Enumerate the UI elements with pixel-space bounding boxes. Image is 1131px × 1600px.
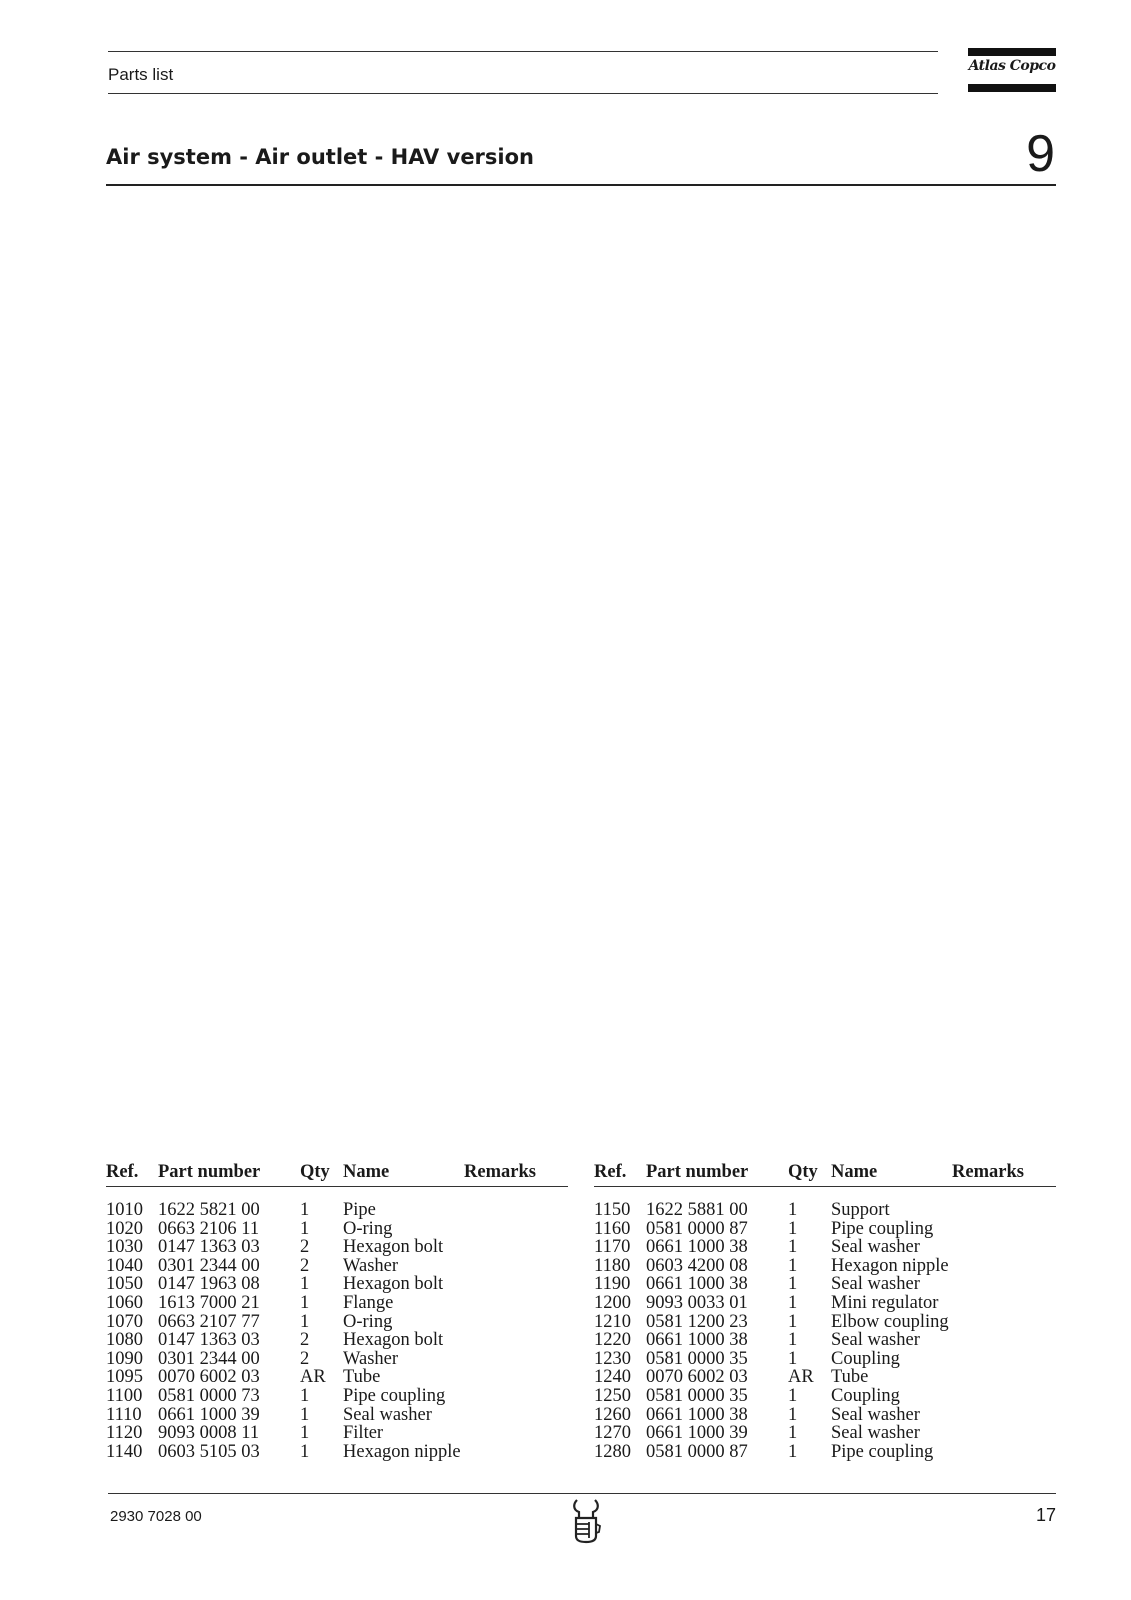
ref-cell: 1260 — [594, 1404, 631, 1425]
page-number: 17 — [1035, 1505, 1056, 1525]
qty-cell: 1 — [300, 1423, 310, 1444]
name-cell: Mini regulator — [831, 1292, 939, 1313]
col-remarks-header: Remarks — [952, 1162, 1024, 1182]
part-number-cell: 1622 5881 00 — [646, 1200, 748, 1220]
name-cell: Washer — [343, 1348, 399, 1369]
col-qty-header: Qty — [788, 1162, 818, 1182]
ref-cell: 1140 — [106, 1441, 143, 1462]
ref-cell: 1080 — [106, 1330, 143, 1351]
ref-cell: 1060 — [106, 1292, 143, 1313]
table-row — [106, 1257, 568, 1276]
col-part-number-header: Part number — [158, 1162, 261, 1182]
ref-cell: 1210 — [594, 1311, 631, 1332]
atlas-copco-logo — [968, 48, 1056, 92]
logo-text: Atlas Copco — [968, 58, 1056, 74]
ref-cell: 1270 — [594, 1423, 631, 1444]
table-row — [106, 1350, 568, 1369]
qty-cell: 1 — [788, 1292, 798, 1313]
table-row — [594, 1406, 1056, 1425]
ref-cell: 1280 — [594, 1441, 631, 1462]
part-number-cell: 0661 1000 38 — [646, 1404, 748, 1425]
qty-cell: 1 — [788, 1274, 798, 1295]
name-cell: Seal washer — [831, 1237, 920, 1258]
name-cell: Hexagon nipple — [831, 1255, 949, 1276]
part-number-cell: 0070 6002 03 — [646, 1367, 748, 1388]
table-row — [106, 1406, 568, 1425]
name-cell: Hexagon bolt — [343, 1237, 444, 1258]
name-cell: Pipe coupling — [831, 1218, 934, 1239]
name-cell: Washer — [343, 1255, 399, 1276]
part-number-cell: 0070 6002 03 — [158, 1367, 260, 1388]
table-header-rule — [594, 1186, 1056, 1187]
ref-cell: 1190 — [594, 1274, 631, 1295]
qty-cell: 1 — [788, 1255, 798, 1276]
chapter-number: 9 — [1026, 125, 1055, 183]
part-number-cell: 0147 1363 03 — [158, 1330, 260, 1351]
qty-cell: 1 — [788, 1404, 798, 1425]
col-name-header: Name — [831, 1162, 878, 1182]
ref-cell: 1070 — [106, 1311, 143, 1332]
name-cell: Elbow coupling — [831, 1311, 949, 1332]
part-number-cell: 0581 0000 87 — [646, 1218, 748, 1239]
name-cell: Pipe coupling — [831, 1441, 934, 1462]
logo-bar-top — [968, 48, 1056, 56]
qty-cell: 1 — [300, 1218, 310, 1239]
table-header-rule — [106, 1186, 568, 1187]
ref-cell: 1040 — [106, 1255, 143, 1276]
part-number-cell: 0581 0000 87 — [646, 1441, 748, 1462]
part-number-cell: 0147 1963 08 — [158, 1274, 260, 1295]
ref-cell: 1150 — [594, 1200, 631, 1220]
table-row — [106, 1313, 568, 1332]
wrench-hand-icon — [567, 1496, 605, 1544]
part-number-cell: 1622 5821 00 — [158, 1200, 260, 1220]
name-cell: Seal washer — [831, 1404, 920, 1425]
part-number-cell: 0581 0000 35 — [646, 1385, 748, 1406]
table-row — [594, 1424, 1056, 1443]
name-cell: Coupling — [831, 1385, 900, 1406]
part-number-cell: 0663 2107 77 — [158, 1311, 260, 1332]
qty-cell: 1 — [788, 1441, 798, 1462]
qty-cell: AR — [788, 1367, 814, 1388]
name-cell: Seal washer — [831, 1330, 920, 1351]
col-part-number-header: Part number — [646, 1162, 749, 1182]
page-title: Air system - Air outlet - HAV version — [106, 145, 534, 169]
table-row — [594, 1238, 1056, 1257]
table-row — [594, 1387, 1056, 1406]
qty-cell: 1 — [300, 1404, 310, 1425]
qty-cell: 1 — [788, 1348, 798, 1369]
ref-cell: 1050 — [106, 1274, 143, 1295]
col-name-header: Name — [343, 1162, 390, 1182]
qty-cell: 1 — [788, 1330, 798, 1351]
ref-cell: 1090 — [106, 1348, 143, 1369]
qty-cell: 1 — [300, 1274, 310, 1295]
header-rule-bottom — [108, 93, 938, 94]
part-number-cell: 9093 0008 11 — [158, 1423, 260, 1444]
table-row — [106, 1220, 568, 1239]
part-number-cell: 0661 1000 39 — [158, 1404, 260, 1425]
table-row — [594, 1275, 1056, 1294]
table-row — [106, 1387, 568, 1406]
qty-cell: 1 — [300, 1441, 310, 1462]
table-body — [106, 1201, 568, 1461]
part-number-cell: 0661 1000 39 — [646, 1423, 748, 1444]
part-number-cell: 0301 2344 00 — [158, 1255, 260, 1276]
footer-rule — [108, 1493, 1056, 1494]
part-number-cell: 0581 0000 35 — [646, 1348, 748, 1369]
name-cell: Seal washer — [831, 1274, 920, 1295]
ref-cell: 1030 — [106, 1237, 143, 1258]
part-number-cell: 0661 1000 38 — [646, 1237, 748, 1258]
ref-cell: 1240 — [594, 1367, 631, 1388]
table-row — [594, 1368, 1056, 1387]
table-row — [594, 1331, 1056, 1350]
table-row — [594, 1201, 1056, 1220]
name-cell: Seal washer — [831, 1423, 920, 1444]
qty-cell: 1 — [788, 1218, 798, 1239]
name-cell: Flange — [343, 1292, 394, 1313]
qty-cell: AR — [300, 1367, 326, 1388]
qty-cell: 1 — [300, 1311, 310, 1332]
qty-cell: 1 — [788, 1423, 798, 1444]
table-row — [106, 1368, 568, 1387]
name-cell: Filter — [343, 1423, 384, 1444]
logo-bar-bottom — [968, 84, 1056, 92]
table-row — [106, 1424, 568, 1443]
table-row — [106, 1238, 568, 1257]
table-row — [106, 1275, 568, 1294]
col-ref-header: Ref. — [106, 1162, 139, 1182]
part-number-cell: 0603 5105 03 — [158, 1441, 260, 1462]
table-row — [594, 1313, 1056, 1332]
qty-cell: 1 — [788, 1385, 798, 1406]
qty-cell: 2 — [300, 1330, 310, 1351]
table-row — [594, 1443, 1056, 1462]
col-remarks-header: Remarks — [464, 1162, 536, 1182]
ref-cell: 1120 — [106, 1423, 143, 1444]
part-number-cell: 1613 7000 21 — [158, 1292, 260, 1313]
table-row — [106, 1201, 568, 1220]
name-cell: Seal washer — [343, 1404, 432, 1425]
ref-cell: 1170 — [594, 1237, 631, 1258]
qty-cell: 1 — [300, 1292, 310, 1313]
qty-cell: 1 — [788, 1200, 798, 1220]
qty-cell: 1 — [300, 1385, 310, 1406]
qty-cell: 2 — [300, 1237, 310, 1258]
part-number-cell: 0301 2344 00 — [158, 1348, 260, 1369]
ref-cell: 1095 — [106, 1367, 143, 1388]
ref-cell: 1160 — [594, 1218, 631, 1239]
ref-cell: 1250 — [594, 1385, 631, 1406]
name-cell: Pipe — [343, 1200, 376, 1220]
ref-cell: 1020 — [106, 1218, 143, 1239]
ref-cell: 1110 — [106, 1404, 142, 1425]
col-ref-header: Ref. — [594, 1162, 627, 1182]
part-number-cell: 0581 0000 73 — [158, 1385, 260, 1406]
part-number-cell: 0663 2106 11 — [158, 1218, 260, 1239]
qty-cell: 1 — [300, 1200, 310, 1220]
name-cell: O-ring — [343, 1311, 393, 1332]
part-number-cell: 0661 1000 38 — [646, 1330, 748, 1351]
part-number-cell: 9093 0033 01 — [646, 1292, 748, 1313]
table-row — [106, 1331, 568, 1350]
parts-table-left — [106, 1160, 568, 1461]
qty-cell: 1 — [788, 1237, 798, 1258]
document-number: 2930 7028 00 — [110, 1508, 202, 1525]
name-cell: Support — [831, 1200, 890, 1220]
qty-cell: 2 — [300, 1255, 310, 1276]
name-cell: Tube — [831, 1367, 869, 1388]
ref-cell: 1100 — [106, 1385, 143, 1406]
name-cell: Tube — [343, 1367, 381, 1388]
table-header — [106, 1160, 568, 1186]
qty-cell: 2 — [300, 1348, 310, 1369]
part-number-cell: 0147 1363 03 — [158, 1237, 260, 1258]
name-cell: Hexagon nipple — [343, 1441, 461, 1462]
section-label: Parts list — [108, 65, 174, 84]
table-row — [106, 1294, 568, 1313]
name-cell: Hexagon bolt — [343, 1274, 444, 1295]
name-cell: O-ring — [343, 1218, 393, 1239]
ref-cell: 1180 — [594, 1255, 631, 1276]
part-number-cell: 0581 1200 23 — [646, 1311, 748, 1332]
title-rule — [106, 184, 1056, 186]
ref-cell: 1220 — [594, 1330, 631, 1351]
ref-cell: 1010 — [106, 1200, 143, 1220]
table-row — [594, 1350, 1056, 1369]
name-cell: Pipe coupling — [343, 1385, 446, 1406]
table-body — [594, 1201, 1056, 1461]
table-row — [594, 1257, 1056, 1276]
part-number-cell: 0661 1000 38 — [646, 1274, 748, 1295]
name-cell: Hexagon bolt — [343, 1330, 444, 1351]
table-row — [594, 1294, 1056, 1313]
col-qty-header: Qty — [300, 1162, 330, 1182]
parts-table-right — [594, 1160, 1056, 1461]
qty-cell: 1 — [788, 1311, 798, 1332]
ref-cell: 1200 — [594, 1292, 631, 1313]
part-number-cell: 0603 4200 08 — [646, 1255, 748, 1276]
name-cell: Coupling — [831, 1348, 900, 1369]
table-header — [594, 1160, 1056, 1186]
ref-cell: 1230 — [594, 1348, 631, 1369]
header-rule-top — [108, 51, 938, 52]
table-row — [594, 1220, 1056, 1239]
table-row — [106, 1443, 568, 1462]
